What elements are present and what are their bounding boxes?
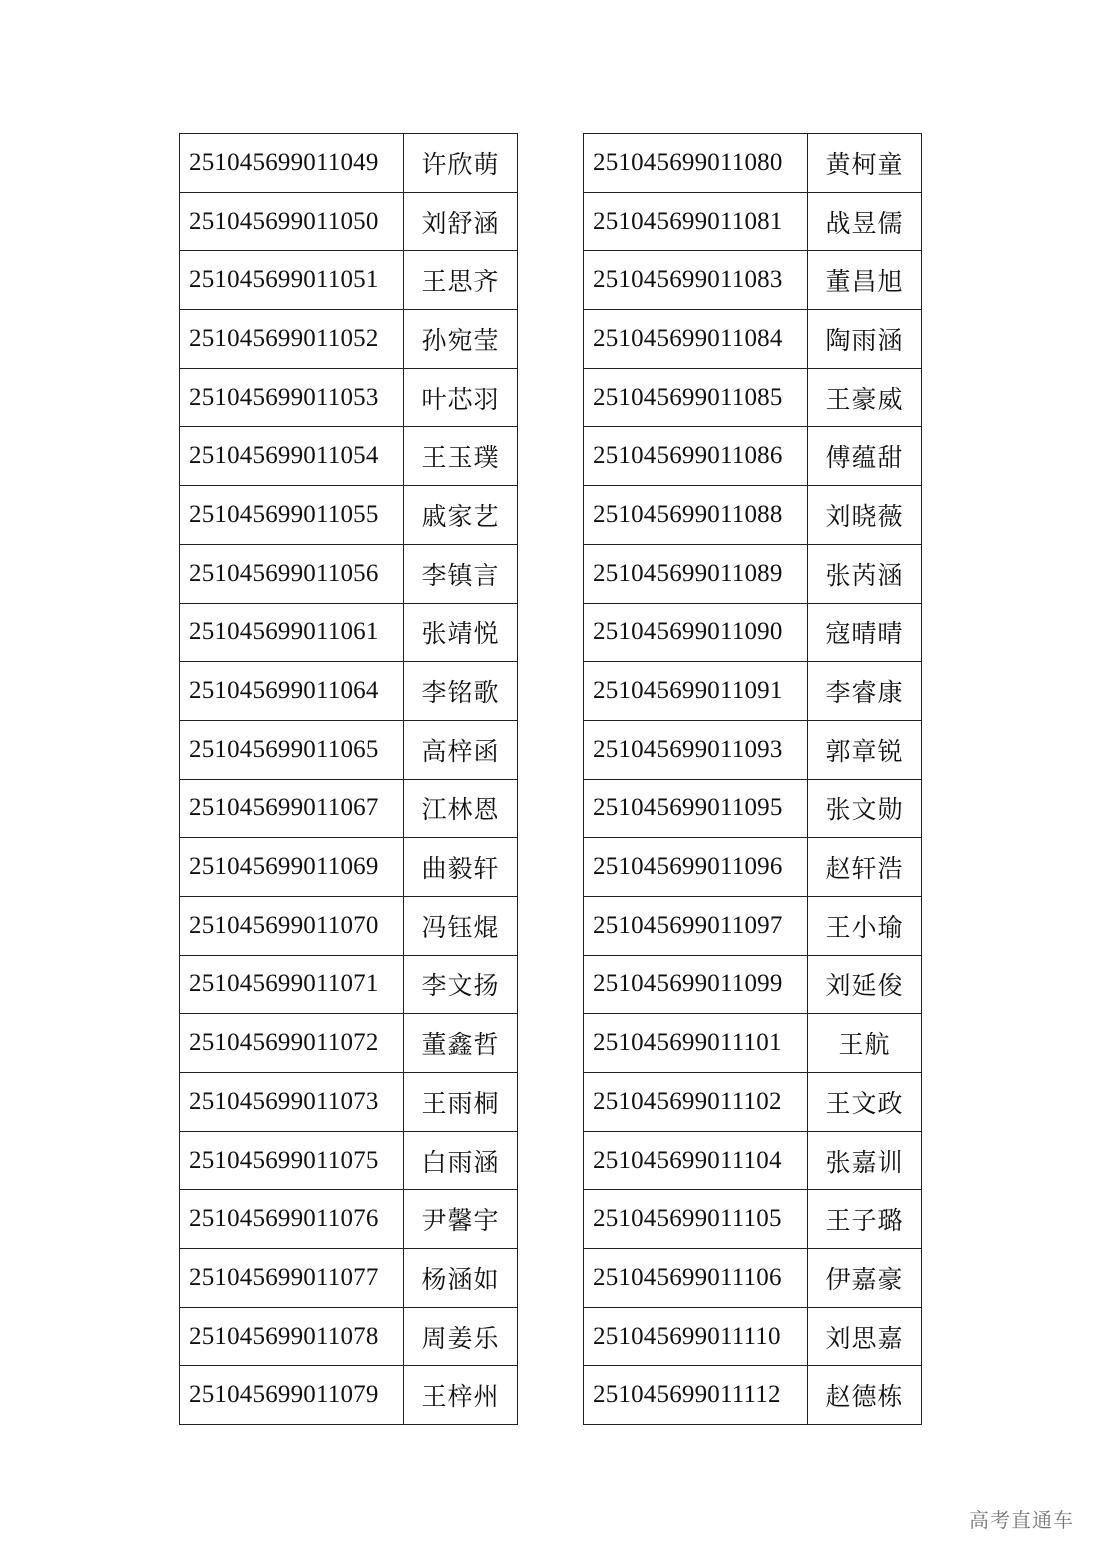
student-name-cell: 孙宛莹 [404, 310, 518, 369]
student-id-cell: 251045699011101 [584, 1014, 808, 1073]
student-name-cell: 冯钰焜 [404, 896, 518, 955]
right-roster-table [583, 133, 922, 1425]
table-row [180, 368, 518, 427]
student-name-cell: 刘舒涵 [404, 192, 518, 251]
table-row [180, 1014, 518, 1073]
table-row [584, 427, 922, 486]
table-row [584, 251, 922, 310]
table-row [584, 720, 922, 779]
table-row [180, 896, 518, 955]
table-row [584, 134, 922, 193]
student-id-cell: 251045699011056 [180, 544, 404, 603]
table-row [584, 1249, 922, 1308]
student-id-cell: 251045699011071 [180, 955, 404, 1014]
student-id-cell: 251045699011096 [584, 838, 808, 897]
table-row [584, 1073, 922, 1132]
student-id-cell: 251045699011053 [180, 368, 404, 427]
table-row [584, 603, 922, 662]
student-name-cell: 王子璐 [808, 1190, 922, 1249]
table-row [180, 427, 518, 486]
student-name-cell: 陶雨涵 [808, 310, 922, 369]
student-id-cell: 251045699011049 [180, 134, 404, 193]
student-id-cell: 251045699011083 [584, 251, 808, 310]
student-id-cell: 251045699011089 [584, 544, 808, 603]
student-id-cell: 251045699011081 [584, 192, 808, 251]
table-row [180, 251, 518, 310]
student-name-cell: 许欣萌 [404, 134, 518, 193]
table-row [180, 838, 518, 897]
student-name-cell: 张芮涵 [808, 544, 922, 603]
student-id-cell: 251045699011105 [584, 1190, 808, 1249]
student-id-cell: 251045699011070 [180, 896, 404, 955]
table-row [180, 486, 518, 545]
student-name-cell: 赵轩浩 [808, 838, 922, 897]
student-name-cell: 李文扬 [404, 955, 518, 1014]
table-row [180, 1190, 518, 1249]
student-name-cell: 黄柯童 [808, 134, 922, 193]
student-name-cell: 戚家艺 [404, 486, 518, 545]
student-id-cell: 251045699011052 [180, 310, 404, 369]
table-row [584, 544, 922, 603]
table-row [180, 310, 518, 369]
table-row [180, 1131, 518, 1190]
student-name-cell: 周姜乐 [404, 1307, 518, 1366]
table-row [584, 486, 922, 545]
table-row [180, 662, 518, 721]
student-name-cell: 伊嘉豪 [808, 1249, 922, 1308]
table-row [180, 544, 518, 603]
student-name-cell: 张靖悦 [404, 603, 518, 662]
table-row [584, 896, 922, 955]
student-id-cell: 251045699011076 [180, 1190, 404, 1249]
student-id-cell: 251045699011064 [180, 662, 404, 721]
student-name-cell: 叶芯羽 [404, 368, 518, 427]
student-name-cell: 江林恩 [404, 779, 518, 838]
table-row [584, 310, 922, 369]
table-row [584, 1190, 922, 1249]
table-row [180, 1366, 518, 1425]
student-id-cell: 251045699011080 [584, 134, 808, 193]
table-row [180, 192, 518, 251]
table-row [180, 134, 518, 193]
student-name-cell: 寇晴晴 [808, 603, 922, 662]
left-roster-body [180, 134, 518, 1425]
student-name-cell: 王小瑜 [808, 896, 922, 955]
student-id-cell: 251045699011055 [180, 486, 404, 545]
student-name-cell: 王思齐 [404, 251, 518, 310]
right-roster-body [584, 134, 922, 1425]
student-id-cell: 251045699011095 [584, 779, 808, 838]
student-id-cell: 251045699011106 [584, 1249, 808, 1308]
table-row [180, 955, 518, 1014]
student-name-cell: 董昌旭 [808, 251, 922, 310]
student-name-cell: 郭章锐 [808, 720, 922, 779]
student-name-cell: 刘延俊 [808, 955, 922, 1014]
student-name-cell: 战昱儒 [808, 192, 922, 251]
student-id-cell: 251045699011104 [584, 1131, 808, 1190]
table-row [584, 838, 922, 897]
table-row [180, 1249, 518, 1308]
table-row [584, 1131, 922, 1190]
student-name-cell: 刘思嘉 [808, 1307, 922, 1366]
student-id-cell: 251045699011077 [180, 1249, 404, 1308]
student-name-cell: 杨涵如 [404, 1249, 518, 1308]
student-id-cell: 251045699011086 [584, 427, 808, 486]
source-watermark: 高考直通车 [969, 1508, 1074, 1532]
student-id-cell: 251045699011090 [584, 603, 808, 662]
table-row [584, 779, 922, 838]
student-name-cell: 董鑫哲 [404, 1014, 518, 1073]
student-id-cell: 251045699011088 [584, 486, 808, 545]
table-row [584, 1014, 922, 1073]
student-name-cell: 赵德栋 [808, 1366, 922, 1425]
student-id-cell: 251045699011097 [584, 896, 808, 955]
student-name-cell: 尹馨宇 [404, 1190, 518, 1249]
student-name-cell: 李镇言 [404, 544, 518, 603]
table-row [584, 662, 922, 721]
student-name-cell: 张嘉训 [808, 1131, 922, 1190]
student-name-cell: 王玉璞 [404, 427, 518, 486]
student-id-cell: 251045699011079 [180, 1366, 404, 1425]
left-roster-table [179, 133, 518, 1425]
student-name-cell: 高梓函 [404, 720, 518, 779]
student-id-cell: 251045699011072 [180, 1014, 404, 1073]
table-row [584, 955, 922, 1014]
student-name-cell: 王雨桐 [404, 1073, 518, 1132]
student-id-cell: 251045699011073 [180, 1073, 404, 1132]
table-row [584, 192, 922, 251]
student-id-cell: 251045699011084 [584, 310, 808, 369]
student-name-cell: 李睿康 [808, 662, 922, 721]
student-name-cell: 白雨涵 [404, 1131, 518, 1190]
table-row [584, 368, 922, 427]
student-name-cell: 曲毅轩 [404, 838, 518, 897]
student-id-cell: 251045699011075 [180, 1131, 404, 1190]
student-id-cell: 251045699011050 [180, 192, 404, 251]
student-name-cell: 张文勋 [808, 779, 922, 838]
student-name-cell: 傅蕴甜 [808, 427, 922, 486]
student-id-cell: 251045699011091 [584, 662, 808, 721]
student-name-cell: 王航 [808, 1014, 922, 1073]
student-id-cell: 251045699011051 [180, 251, 404, 310]
student-id-cell: 251045699011054 [180, 427, 404, 486]
table-row [180, 1073, 518, 1132]
student-name-cell: 王豪威 [808, 368, 922, 427]
table-row [180, 720, 518, 779]
student-id-cell: 251045699011110 [584, 1307, 808, 1366]
student-id-cell: 251045699011099 [584, 955, 808, 1014]
student-name-cell: 李铭歌 [404, 662, 518, 721]
student-id-cell: 251045699011112 [584, 1366, 808, 1425]
student-id-cell: 251045699011093 [584, 720, 808, 779]
table-row [584, 1366, 922, 1425]
student-id-cell: 251045699011069 [180, 838, 404, 897]
student-id-cell: 251045699011061 [180, 603, 404, 662]
student-id-cell: 251045699011085 [584, 368, 808, 427]
student-id-cell: 251045699011065 [180, 720, 404, 779]
student-name-cell: 王文政 [808, 1073, 922, 1132]
table-row [180, 779, 518, 838]
student-id-cell: 251045699011067 [180, 779, 404, 838]
student-name-cell: 王梓州 [404, 1366, 518, 1425]
table-row [180, 1307, 518, 1366]
table-row [584, 1307, 922, 1366]
student-id-cell: 251045699011078 [180, 1307, 404, 1366]
student-id-cell: 251045699011102 [584, 1073, 808, 1132]
student-name-cell: 刘晓薇 [808, 486, 922, 545]
table-row [180, 603, 518, 662]
